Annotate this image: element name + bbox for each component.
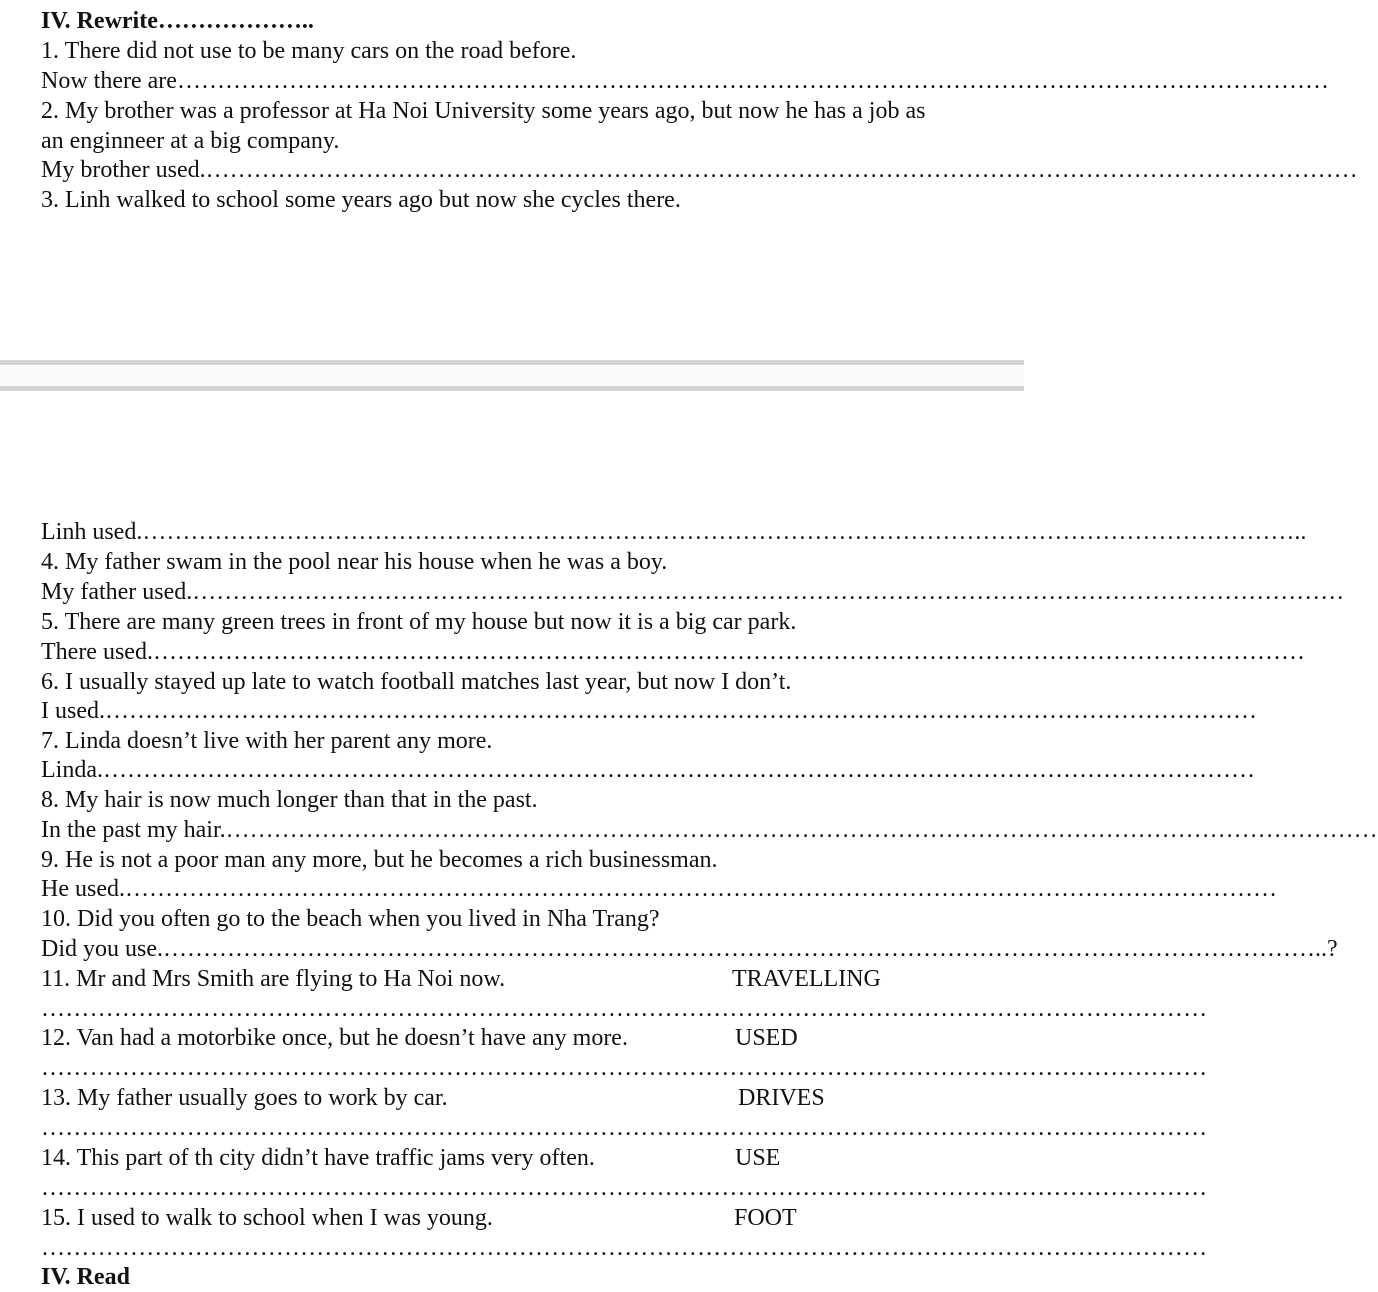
q3-answer-dots: ……………………………………………………………………………………………………………………………… bbox=[142, 519, 1295, 545]
q7-sentence: 7. Linda doesn’t live with her parent any more. bbox=[41, 728, 493, 754]
q4-answer-line bbox=[41, 577, 1345, 607]
q12-text: 12. Van had a motorbike once, but he doesn’t have any more. bbox=[41, 1025, 628, 1051]
next-section-heading: IV. Read bbox=[41, 1264, 130, 1290]
q1-prompt: Now there are bbox=[41, 68, 177, 94]
q9-sentence: 9. He is not a poor man any more, but he becomes a rich businessman. bbox=[41, 847, 718, 873]
section-dots: ……………….. bbox=[157, 8, 314, 34]
q5-prompt: There used. bbox=[41, 639, 153, 665]
q7-prompt: Linda. bbox=[41, 757, 103, 783]
q1-sentence: 1. There did not use to be many cars on the road before. bbox=[41, 38, 577, 64]
q10-answer-dots: ……………………………………………………………………………………………………………………………… bbox=[163, 936, 1315, 962]
q1-answer-line bbox=[41, 66, 1329, 96]
q13-answer-dots: ……………………………………………………………………………………………………………………………… bbox=[41, 1115, 1208, 1141]
section-title: IV. Rewrite bbox=[41, 8, 158, 34]
q14-answer-dots: ……………………………………………………………………………………………………………………………… bbox=[41, 1175, 1208, 1201]
page-break-bottom bbox=[0, 386, 1024, 391]
q5-sentence: 5. There are many green trees in front of my house but now it is a big car park. bbox=[41, 609, 797, 635]
page-break-top bbox=[0, 360, 1024, 365]
q6-sentence: 6. I usually stayed up late to watch football matches last year, but now I don’t. bbox=[41, 669, 792, 695]
q8-answer-dots: ……………………………………………………………………………………………………………………………… bbox=[225, 817, 1378, 843]
q2-sentence-line1: 2. My brother was a professor at Ha Noi University some years ago, but now he has a job as bbox=[41, 98, 926, 124]
q6-answer-dots: ……………………………………………………………………………………………………………………………… bbox=[104, 698, 1257, 724]
q8-sentence: 8. My hair is now much longer than that in the past. bbox=[41, 787, 538, 813]
q12-keyword: USED bbox=[735, 1025, 798, 1051]
q13-sentence bbox=[41, 1083, 986, 1113]
q7-answer-line bbox=[41, 755, 1255, 785]
q5-answer-line bbox=[41, 637, 1305, 667]
q10-answer-line bbox=[41, 934, 1338, 964]
q14-sentence bbox=[41, 1143, 986, 1173]
q2-answer-line bbox=[41, 155, 1358, 185]
q10-sentence: 10. Did you often go to the beach when you lived in Nha Trang? bbox=[41, 906, 660, 932]
q1-answer-dots: ……………………………………………………………………………………………………………………………… bbox=[176, 68, 1329, 94]
q2-sentence-line2: an enginneer at a big company. bbox=[41, 128, 340, 154]
q10-end: ..? bbox=[1315, 936, 1338, 962]
q15-text: 15. I used to walk to school when I was young. bbox=[41, 1205, 493, 1231]
q2-answer-dots: ……………………………………………………………………………………………………………………………… bbox=[205, 157, 1358, 183]
q15-keyword: FOOT bbox=[734, 1205, 797, 1231]
q6-prompt: I used. bbox=[41, 698, 105, 724]
q11-text: 11. Mr and Mrs Smith are flying to Ha Noi now. bbox=[41, 966, 506, 992]
q11-keyword: TRAVELLING bbox=[732, 966, 881, 992]
page-break-gap bbox=[0, 366, 1024, 386]
q15-answer-dots: ……………………………………………………………………………………………………………………………… bbox=[41, 1235, 1208, 1261]
q12-answer-dots: ……………………………………………………………………………………………………………………………… bbox=[41, 1055, 1208, 1081]
q4-prompt: My father used. bbox=[41, 579, 193, 605]
q2-prompt: My brother used. bbox=[41, 157, 206, 183]
q6-answer-line bbox=[41, 696, 1257, 726]
q9-answer-line bbox=[41, 874, 1277, 904]
section-heading bbox=[41, 6, 986, 36]
q8-answer-line bbox=[41, 815, 1378, 845]
q13-text: 13. My father usually goes to work by car. bbox=[41, 1085, 448, 1111]
q10-prompt: Did you use. bbox=[41, 936, 163, 962]
q4-sentence: 4. My father swam in the pool near his house when he was a boy. bbox=[41, 549, 668, 575]
q11-answer-dots: ……………………………………………………………………………………………………………………………… bbox=[41, 996, 1208, 1022]
q4-answer-dots: ……………………………………………………………………………………………………………………………… bbox=[192, 579, 1345, 605]
q12-sentence bbox=[41, 1023, 986, 1053]
q3-sentence: 3. Linh walked to school some years ago but now she cycles there. bbox=[41, 187, 681, 213]
q9-prompt: He used. bbox=[41, 876, 125, 902]
q3-end: .. bbox=[1294, 519, 1307, 545]
q8-prompt: In the past my hair. bbox=[41, 817, 226, 843]
q5-answer-dots: ……………………………………………………………………………………………………………………………… bbox=[152, 639, 1305, 665]
q3-answer-line bbox=[41, 517, 1307, 547]
q11-sentence bbox=[41, 964, 986, 994]
q3-prompt: Linh used. bbox=[41, 519, 143, 545]
q14-keyword: USE bbox=[735, 1145, 781, 1171]
q7-answer-dots: ……………………………………………………………………………………………………………………………… bbox=[102, 757, 1255, 783]
q14-text: 14. This part of th city didn’t have traffic jams very often. bbox=[41, 1145, 595, 1171]
q9-answer-dots: ……………………………………………………………………………………………………………………………… bbox=[124, 876, 1277, 902]
q15-sentence bbox=[41, 1203, 986, 1233]
q13-keyword: DRIVES bbox=[738, 1085, 825, 1111]
